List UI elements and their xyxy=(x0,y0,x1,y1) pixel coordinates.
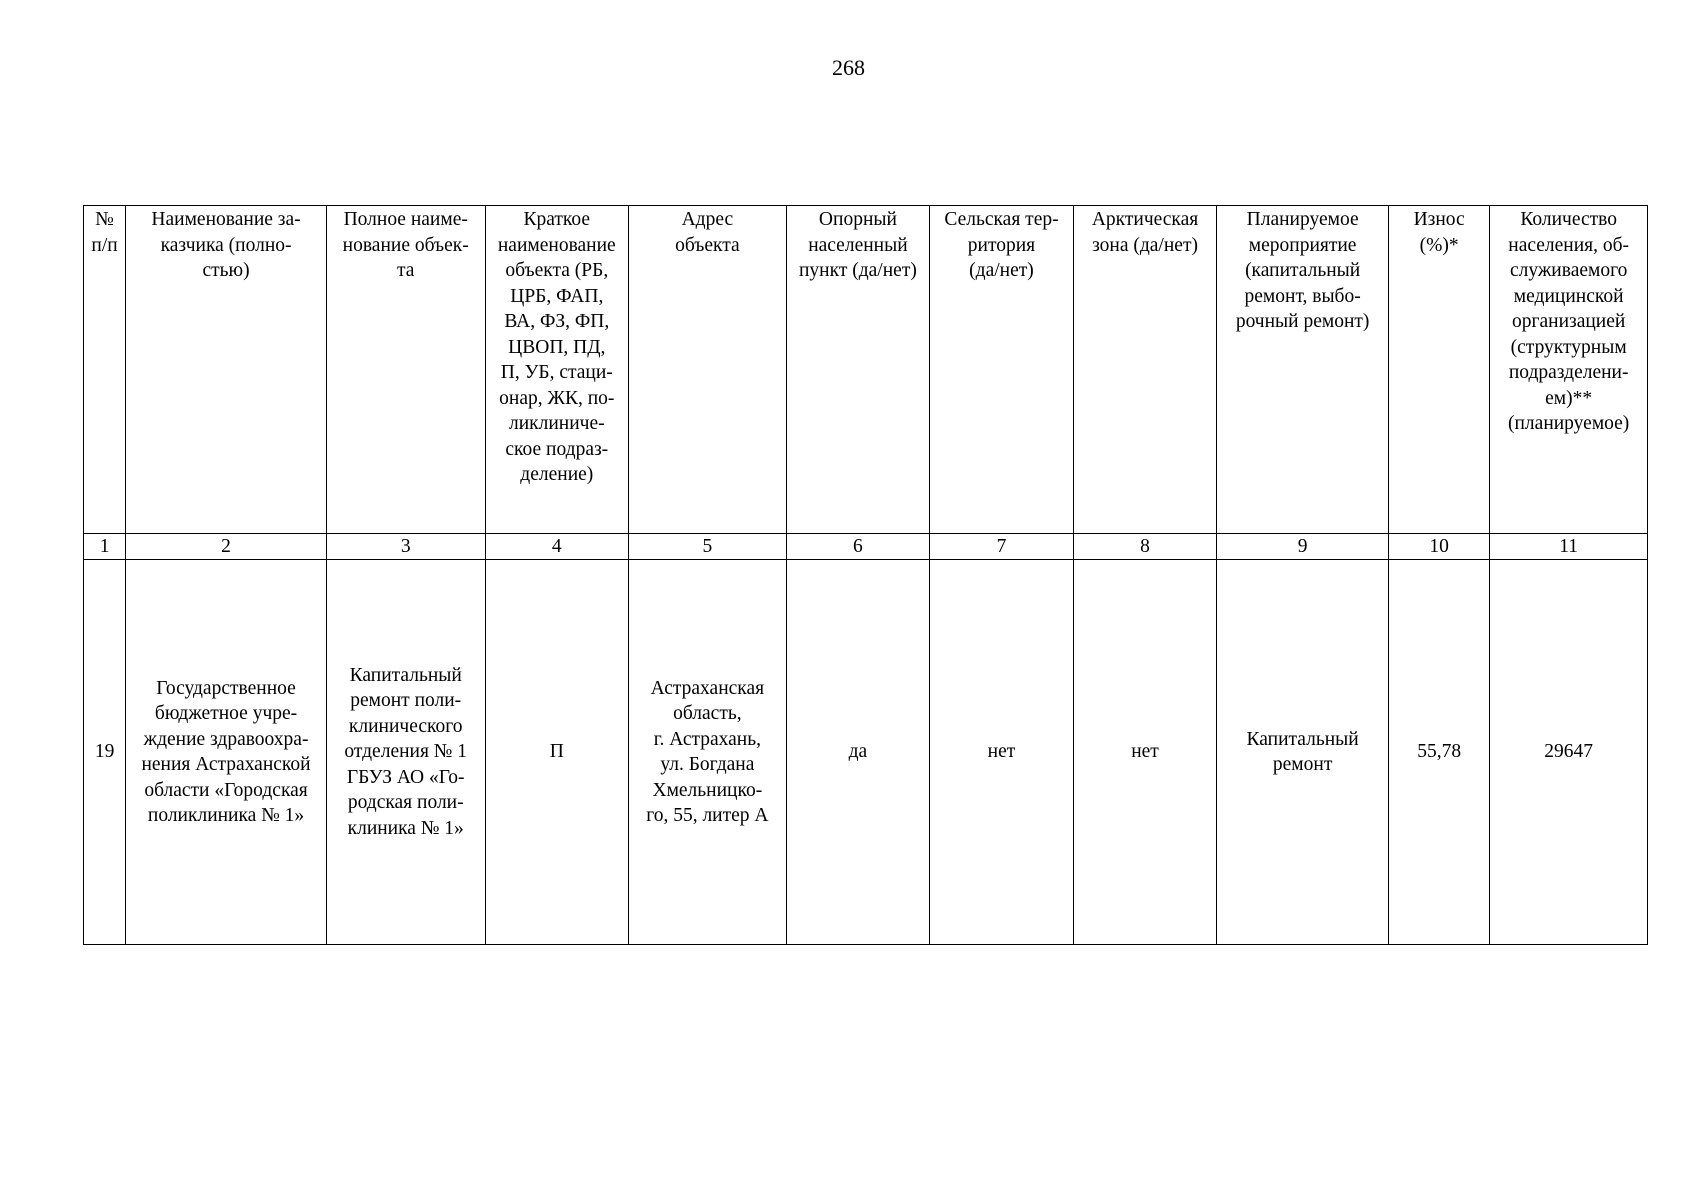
cell-arctic: нет xyxy=(1073,560,1217,945)
column-number: 8 xyxy=(1073,534,1217,560)
column-number: 4 xyxy=(485,534,629,560)
header-cell-full-name: Полное наиме- нование объек- та xyxy=(326,206,485,534)
header-cell-customer: Наименование за- казчика (полно- стью) xyxy=(126,206,327,534)
cell-wear: 55,78 xyxy=(1388,560,1489,945)
column-number: 10 xyxy=(1388,534,1489,560)
cell-full-name: Капитальный ремонт поли- клинического отделения № 1 ГБУЗ АО «Го- родская поли- клиника № 1» xyxy=(326,560,485,945)
cell-rural: нет xyxy=(930,560,1074,945)
header-row xyxy=(84,206,1648,534)
cell-short-name: П xyxy=(485,560,629,945)
column-number: 7 xyxy=(930,534,1074,560)
column-number: 6 xyxy=(786,534,930,560)
column-number: 3 xyxy=(326,534,485,560)
cell-support-settlement: да xyxy=(786,560,930,945)
header-cell-number: № п/п xyxy=(84,206,126,534)
header-cell-address: Адрес объекта xyxy=(629,206,787,534)
table-row xyxy=(84,560,1648,945)
header-cell-arctic: Арктическая зона (да/нет) xyxy=(1073,206,1217,534)
header-cell-planned-action: Планируемое мероприятие (капитальный ремонт, выбо- рочный ремонт) xyxy=(1217,206,1389,534)
cell-row-number: 19 xyxy=(84,560,126,945)
header-cell-rural: Сельская тер- ритория (да/нет) xyxy=(930,206,1074,534)
header-cell-short-name: Краткое наименование объекта (РБ, ЦРБ, ФАП, ВА, ФЗ, ФП, ЦВОП, ПД, П, УБ, стаци- онар, ЖК, по- ликлиниче- ское подраз- деление) xyxy=(485,206,629,534)
cell-address: Астраханская область, г. Астрахань, ул. Богдана Хмельницко- го, 55, литер А xyxy=(629,560,787,945)
cell-planned-action: Капитальный ремонт xyxy=(1217,560,1389,945)
data-table xyxy=(83,205,1648,945)
column-number: 5 xyxy=(629,534,787,560)
cell-population: 29647 xyxy=(1490,560,1648,945)
header-cell-wear: Износ (%)* xyxy=(1388,206,1489,534)
column-number: 9 xyxy=(1217,534,1389,560)
header-cell-population: Количество населения, об- служиваемого медицинской организацией (структурным подразделени- ем)** (планируемое) xyxy=(1490,206,1648,534)
cell-customer: Государственное бюджетное учре- ждение здравоохра- нения Астраханской области «Городская поликлиника № 1» xyxy=(126,560,327,945)
column-number-row xyxy=(84,534,1648,560)
column-number: 2 xyxy=(126,534,327,560)
header-cell-support-settlement: Опорный населенный пункт (да/нет) xyxy=(786,206,930,534)
column-number: 11 xyxy=(1490,534,1648,560)
page-number: 268 xyxy=(832,55,865,80)
column-number: 1 xyxy=(84,534,126,560)
